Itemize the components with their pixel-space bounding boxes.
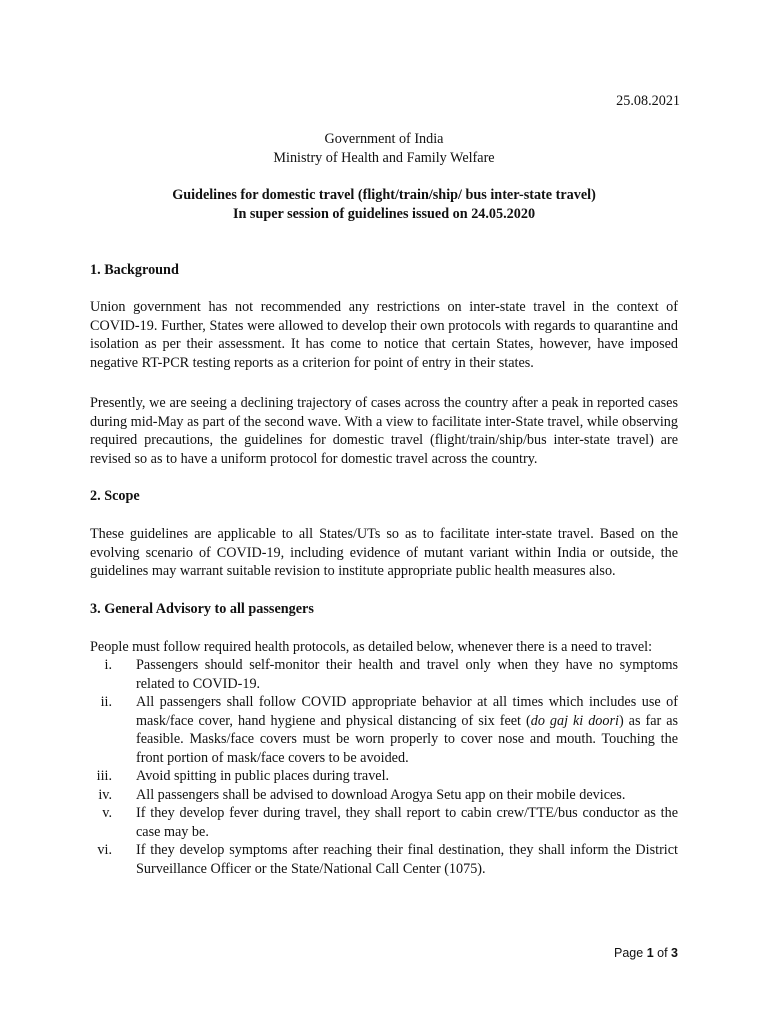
background-paragraph-1: Union government has not recommended any restrictions on inter-state travel in the context of COVID-19. Further, States were allowed to develop their own protocols with regards to quarantine and isolation as per their assessment. It has come to notice that certain States, however, have imposed negative RT-PCR testing reports as a criterion for point of entry in their states. [90,299,678,371]
list-item-text-part: All passengers shall follow COVID appropriate behavior at all times which includes use of mask/face cover, hand hygiene and physical distancing of six feet ( [136,694,678,729]
of-word: of [657,946,668,960]
list-item-number: iii. [96,768,112,784]
list-item [90,767,678,786]
scope-paragraph: These guidelines are applicable to all States/UTs so as to facilitate inter-state travel. Based on the evolving scenario of COVID-19, including evidence of mutant variant within India or outside, the guidelines may warrant suitable revision to institute appropriate public health measures also. [90,526,678,579]
list-item [90,693,678,767]
page-number [614,944,678,963]
section-heading-advisory: 3. General Advisory to all passengers [90,601,314,617]
advisory-list [90,656,678,878]
list-item-number: ii. [100,694,112,710]
advisory-intro: People must follow required health protocols, as detailed below, whenever there is a need to travel: [90,639,653,655]
section-heading-scope: 2. Scope [90,488,140,504]
list-item-italic-phrase: do gaj ki doori [530,712,619,729]
total-pages: 3 [671,946,678,960]
document-title: Guidelines for domestic travel (flight/train/ship/ bus inter-state travel) [172,187,596,203]
document-date: 25.08.2021 [616,93,680,109]
document-subtitle: In super session of guidelines issued on 24.05.2020 [232,206,536,222]
list-item-number: i. [104,657,112,673]
list-item-text: Avoid spitting in public places during travel. [136,768,390,784]
page-word: Page [614,946,644,960]
section-heading-background: 1. Background [90,262,179,278]
list-item-text: All passengers shall be advised to download Arogya Setu app on their mobile devices. [136,786,626,803]
list-item-text: If they develop fever during travel, they shall report to cabin crew/TTE/bus conductor as the case may be. [136,805,678,840]
list-item-text [136,693,678,767]
list-item [90,841,678,878]
background-paragraph-2: Presently, we are seeing a declining trajectory of cases across the country after a peak in reported cases during mid-May as part of the second wave. With a view to facilitate inter-State travel, while observing required precautions, the guidelines for domestic travel (flight/train/ship/bus inter-state travel) are revised so as to have a uniform protocol for domestic travel across the country. [90,395,678,467]
list-item [90,786,678,805]
list-item-text-part: ) as far as feasible. Masks/face covers must be worn properly to cover nose and mouth. Touching the front portion of mask/face covers to be avoided. [136,712,679,766]
list-item-text: Passengers should self-monitor their health and travel only when they have no symptoms related to COVID-19. [136,657,678,692]
list-item [90,656,678,693]
list-item-text: If they develop symptoms after reaching their final destination, they shall inform the District Surveillance Officer or the State/National Call Center (1075). [136,842,678,877]
list-item-number: vi. [97,842,112,858]
header-ministry: Ministry of Health and Family Welfare [273,150,495,166]
list-item-number: v. [102,805,112,821]
list-item-number: iv. [98,786,112,803]
current-page: 1 [646,946,654,960]
header-government: Government of India [324,131,444,147]
list-item [90,804,678,841]
